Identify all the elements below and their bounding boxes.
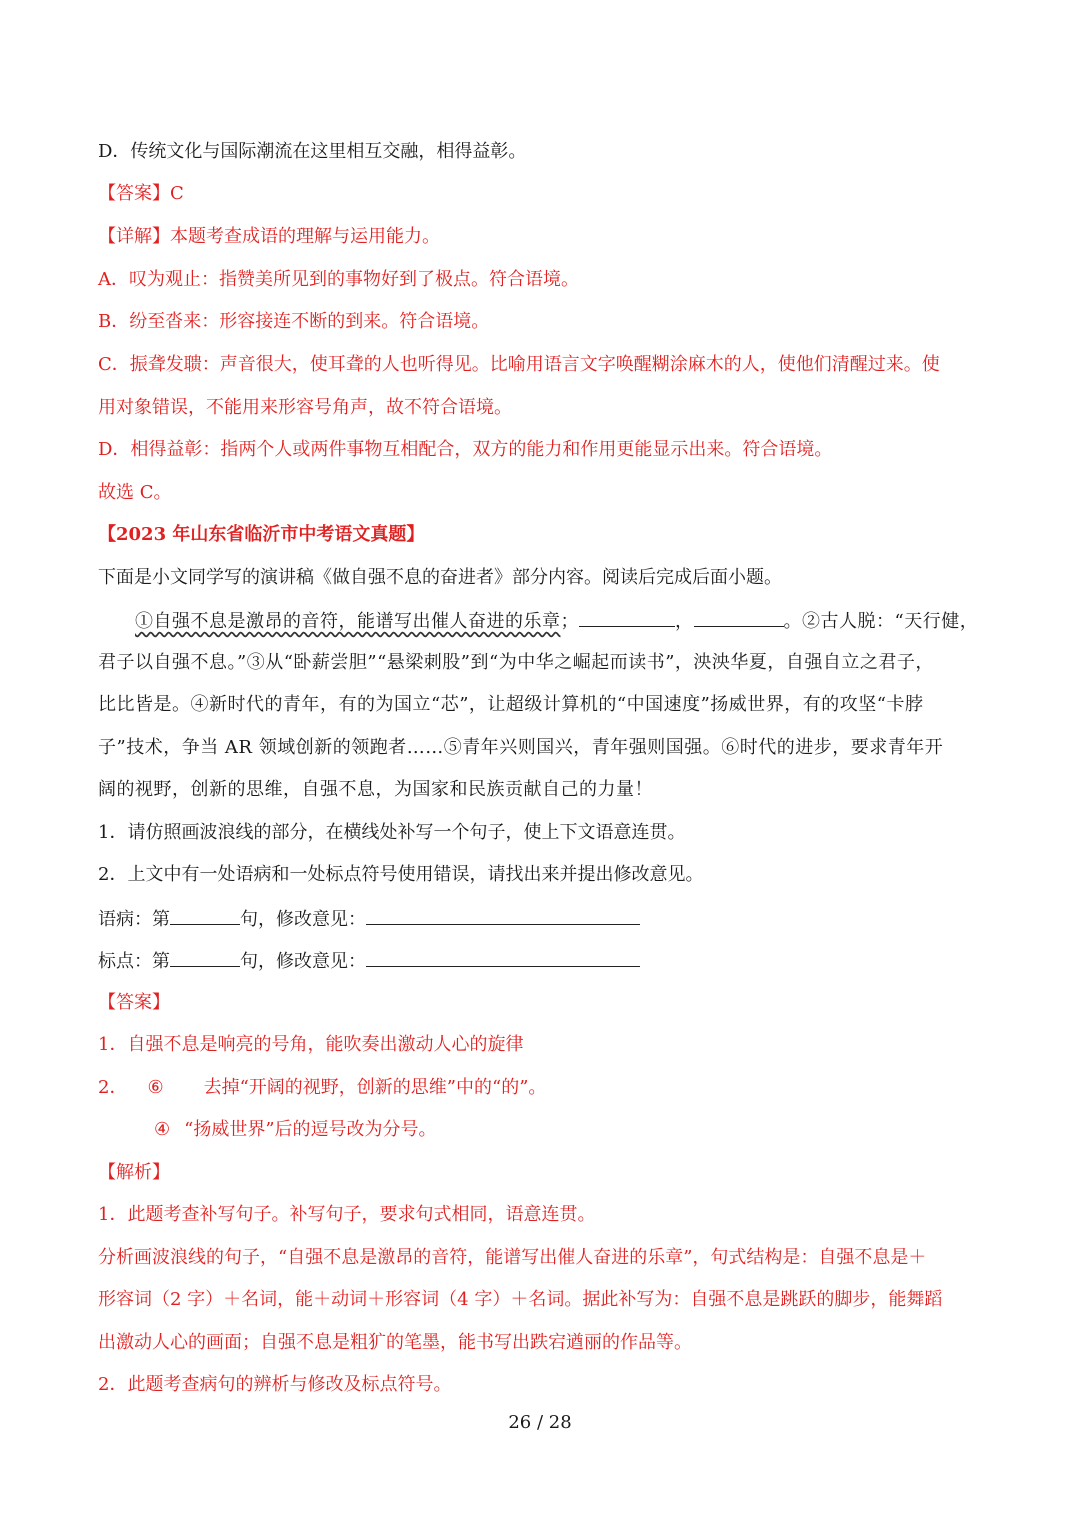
fix-grammar-text: 去掉“开阔的视野，创新的思维”中的“的”。 xyxy=(203,1077,547,1098)
punct-fix-blank[interactable] xyxy=(366,948,640,967)
fill-blank-1[interactable] xyxy=(579,608,675,627)
passage-line-4: 子”技术，争当 AR 领域创新的领跑者……⑤青年兴则国兴，青年强则国强。⑥时代的进步，要求青年开 xyxy=(98,737,944,758)
explain-d: D．相得益彰：指两个人或两件事物互相配合，双方的能力和作用更能显示出来。符合语境。 xyxy=(98,439,833,460)
detail-text: 本题考查成语的理解与运用能力。 xyxy=(170,226,440,247)
circled-six: ⑥ xyxy=(147,1077,164,1098)
grammar-label: 语病：第 xyxy=(98,909,170,930)
semicolon: ； xyxy=(560,611,579,632)
question-1: 1．请仿照画波浪线的部分，在横线处补写一个句子，使上下文语意连贯。 xyxy=(98,822,686,843)
answer-1 xyxy=(98,182,1000,206)
fix-punct-text: “扬威世界”后的逗号改为分号。 xyxy=(184,1119,437,1140)
passage-line-1 xyxy=(135,608,1000,634)
punct-answer-line xyxy=(98,948,1000,974)
explain-c-1: C．振聋发聩：声音很大，使耳聋的人也听得见。比喻用语言文字唤醒糊涂麻木的人，使他们清醒过来。使 xyxy=(98,354,940,375)
item-number: 2． xyxy=(98,1077,128,1098)
grammar-mid: 句，修改意见： xyxy=(240,909,366,930)
answer-tag: 【答案】 xyxy=(98,183,170,204)
answer-value: C xyxy=(170,183,184,204)
answer-2-item-3 xyxy=(154,1118,1000,1142)
explain-c-2: 用对象错误，不能用来形容号角声，故不符合语境。 xyxy=(98,397,512,418)
detail-line xyxy=(98,225,1000,249)
punct-mid: 句，修改意见： xyxy=(240,951,366,972)
analysis-tag: 【解析】 xyxy=(98,1162,170,1183)
passage-line-5: 阔的视野，创新的思维，自强不息，为国家和民族贡献自己的力量！ xyxy=(98,779,653,800)
wavy-underlined-sentence: ①自强不息是激昂的音符，能谱写出催人奋进的乐章 xyxy=(135,611,561,632)
passage-line-3: 比比皆是。④新时代的青年，有的为国立“芯”，让超级计算机的“中国速度”扬威世界，有的攻坚“卡脖 xyxy=(98,694,924,715)
fill-blank-2[interactable] xyxy=(694,608,784,627)
grammar-answer-line xyxy=(98,906,1000,932)
grammar-fix-blank[interactable] xyxy=(366,906,640,925)
conclusion: 故选 C。 xyxy=(98,482,172,503)
punct-sentence-blank[interactable] xyxy=(170,948,240,967)
explain-b: B．纷至沓来：形容接连不断的到来。符合语境。 xyxy=(98,311,490,332)
passage-line-1-rest: 。②古人脱：“天行健， xyxy=(783,611,979,632)
comma: ， xyxy=(675,611,694,632)
analysis-5: 2．此题考查病句的辨析与修改及标点符号。 xyxy=(98,1374,452,1395)
grammar-sentence-blank[interactable] xyxy=(170,906,240,925)
analysis-1: 1．此题考查补写句子。补写句子，要求句式相同，语意连贯。 xyxy=(98,1204,596,1225)
answer-2-item-1: 1．自强不息是响亮的号角，能吹奏出激动人心的旋律 xyxy=(98,1034,524,1055)
analysis-2: 分析画波浪线的句子，“自强不息是激昂的音符，能谱写出催人奋进的乐章”，句式结构是：自强不息是＋ xyxy=(98,1247,927,1268)
page-number: 26 / 28 xyxy=(508,1412,572,1433)
answer-2-tag: 【答案】 xyxy=(98,992,170,1013)
circled-four: ④ xyxy=(154,1119,171,1140)
answer-2-item-2 xyxy=(98,1076,1000,1100)
question-2: 2．上文中有一处语病和一处标点符号使用错误，请找出来并提出修改意见。 xyxy=(98,864,704,885)
exam-title: 【2023 年山东省临沂市中考语文真题】 xyxy=(98,524,425,545)
explain-a: A．叹为观止：指赞美所见到的事物好到了极点。符合语境。 xyxy=(98,269,579,290)
analysis-4: 出激动人心的画面；自强不息是粗犷的笔墨，能书写出跌宕遒丽的作品等。 xyxy=(98,1332,692,1353)
analysis-3: 形容词（2 字）＋名词，能＋动词＋形容词（4 字）＋名词。据此补写为：自强不息是跳跃的脚步，能舞蹈 xyxy=(98,1289,943,1310)
question-intro: 下面是小文同学写的演讲稿《做自强不息的奋进者》部分内容。阅读后完成后面小题。 xyxy=(98,567,782,588)
option-d: D．传统文化与国际潮流在这里相互交融，相得益彰。 xyxy=(98,141,527,162)
punct-label: 标点：第 xyxy=(98,951,170,972)
passage-line-2: 君子以自强不息。”③从“卧薪尝胆”“悬梁刺股”到“为中华之崛起而读书”，泱泱华夏，自强自立之君子， xyxy=(98,652,934,673)
detail-tag: 【详解】 xyxy=(98,226,170,247)
